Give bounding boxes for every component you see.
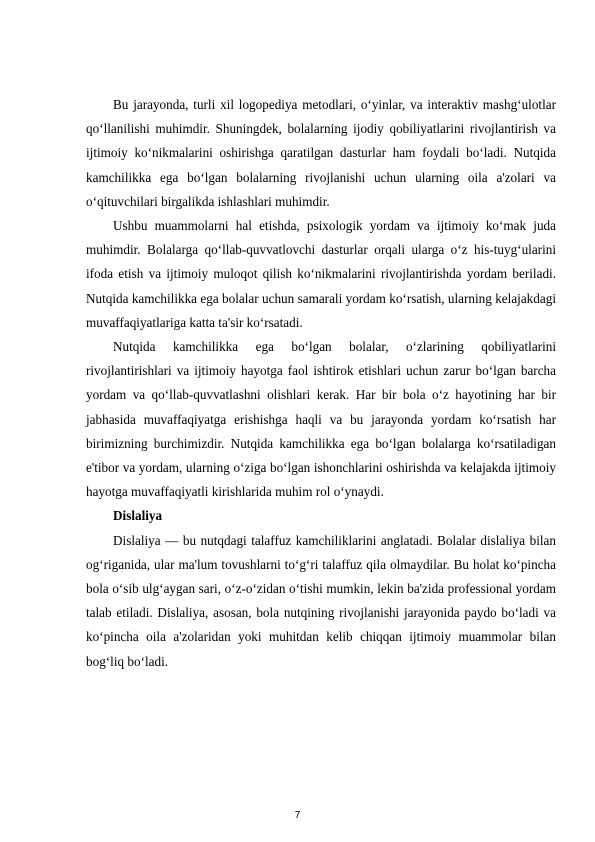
page-number: 7: [294, 810, 301, 821]
paragraph-psychological-support: Ushbu muammolarni hal etishda, psixologik yordam va ijtimoiy ko‘mak juda muhimdir. Bolalarga qo‘llab-quvvatlovchi dasturlar orqali ularga o‘z his-tuyg‘ularini ifoda etish va ijtimoiy muloqot qilish ko‘nikmalarini rivojlantirishda yordam beriladi. Nutqida kamchilikka ega bolalar uchun samarali yordam ko‘rsatish, ularning kelajakdagi muvaffaqiyatlariga katta ta'sir ko‘rsatadi.: [86, 218, 556, 330]
paragraph-dislaliya-definition: Dislaliya — bu nutqdagi talaffuz kamchiliklarini anglatadi. Bolalar dislaliya bilan og‘riganida, ular ma'lum tovushlarni to‘g‘ri talaffuz qila olmaydilar. Bu holat ko‘pincha bola o‘sib ulg‘aygan sari, o‘z-o‘zidan o‘tishi mumkin, lekin ba'zida professional yordam talab etiladi. Dislaliya, asosan, bola nutqining rivojlanishi jarayonida paydo bo‘ladi va ko‘pincha oila a'zolaridan yoki muhitdan kelib chiqqan ijtimoiy muammolar bilan bog‘liq bo‘ladi.: [86, 532, 556, 669]
paragraph-child-support: Nutqida kamchilikka ega bo‘lgan bolalar, o‘zlarining qobiliyatlarini rivojlantirishlari va ijtimoiy hayotga faol ishtirok etishlari uchun zarur bo‘lgan barcha yordam va qo‘llab-quvvatlashni olishlari kerak. Har bir bola o‘z hayotining har bir jabhasida muvaffaqiyatga erishishga haqli va bu jarayonda yordam ko‘rsatish har birimizning burchimizdir. Nutqida kamchilikka ega bo‘lgan bolalarga ko‘rsatiladigan e'tibor va yordam, ularning o‘ziga bo‘lgan ishonchlarini oshirishda va kelajakda ijtimoiy hayotga muvaffaqiyatli kirishlarida muhim rol o‘ynaydi.: [86, 339, 556, 500]
paragraph-logopedics-methods: Bu jarayonda, turli xil logopediya metodlari, o‘yinlar, va interaktiv mashg‘ulotlar qo‘llanilishi muhimdir. Shuningdek, bolalarning ijodiy qobiliyatlarini rivojlantirish va ijtimoiy ko‘nikmalarini oshirishga qaratilgan dasturlar ham foydali bo‘ladi. Nutqida kamchilikka ega bo‘lgan bolalarning rivojlanishi uchun ularning oila a'zolari va o‘qituvchilari birgalikda ishlashlari muhimdir.: [86, 97, 556, 209]
body-text: [86, 93, 556, 674]
section-heading-dislaliya: Dislaliya: [113, 508, 163, 524]
